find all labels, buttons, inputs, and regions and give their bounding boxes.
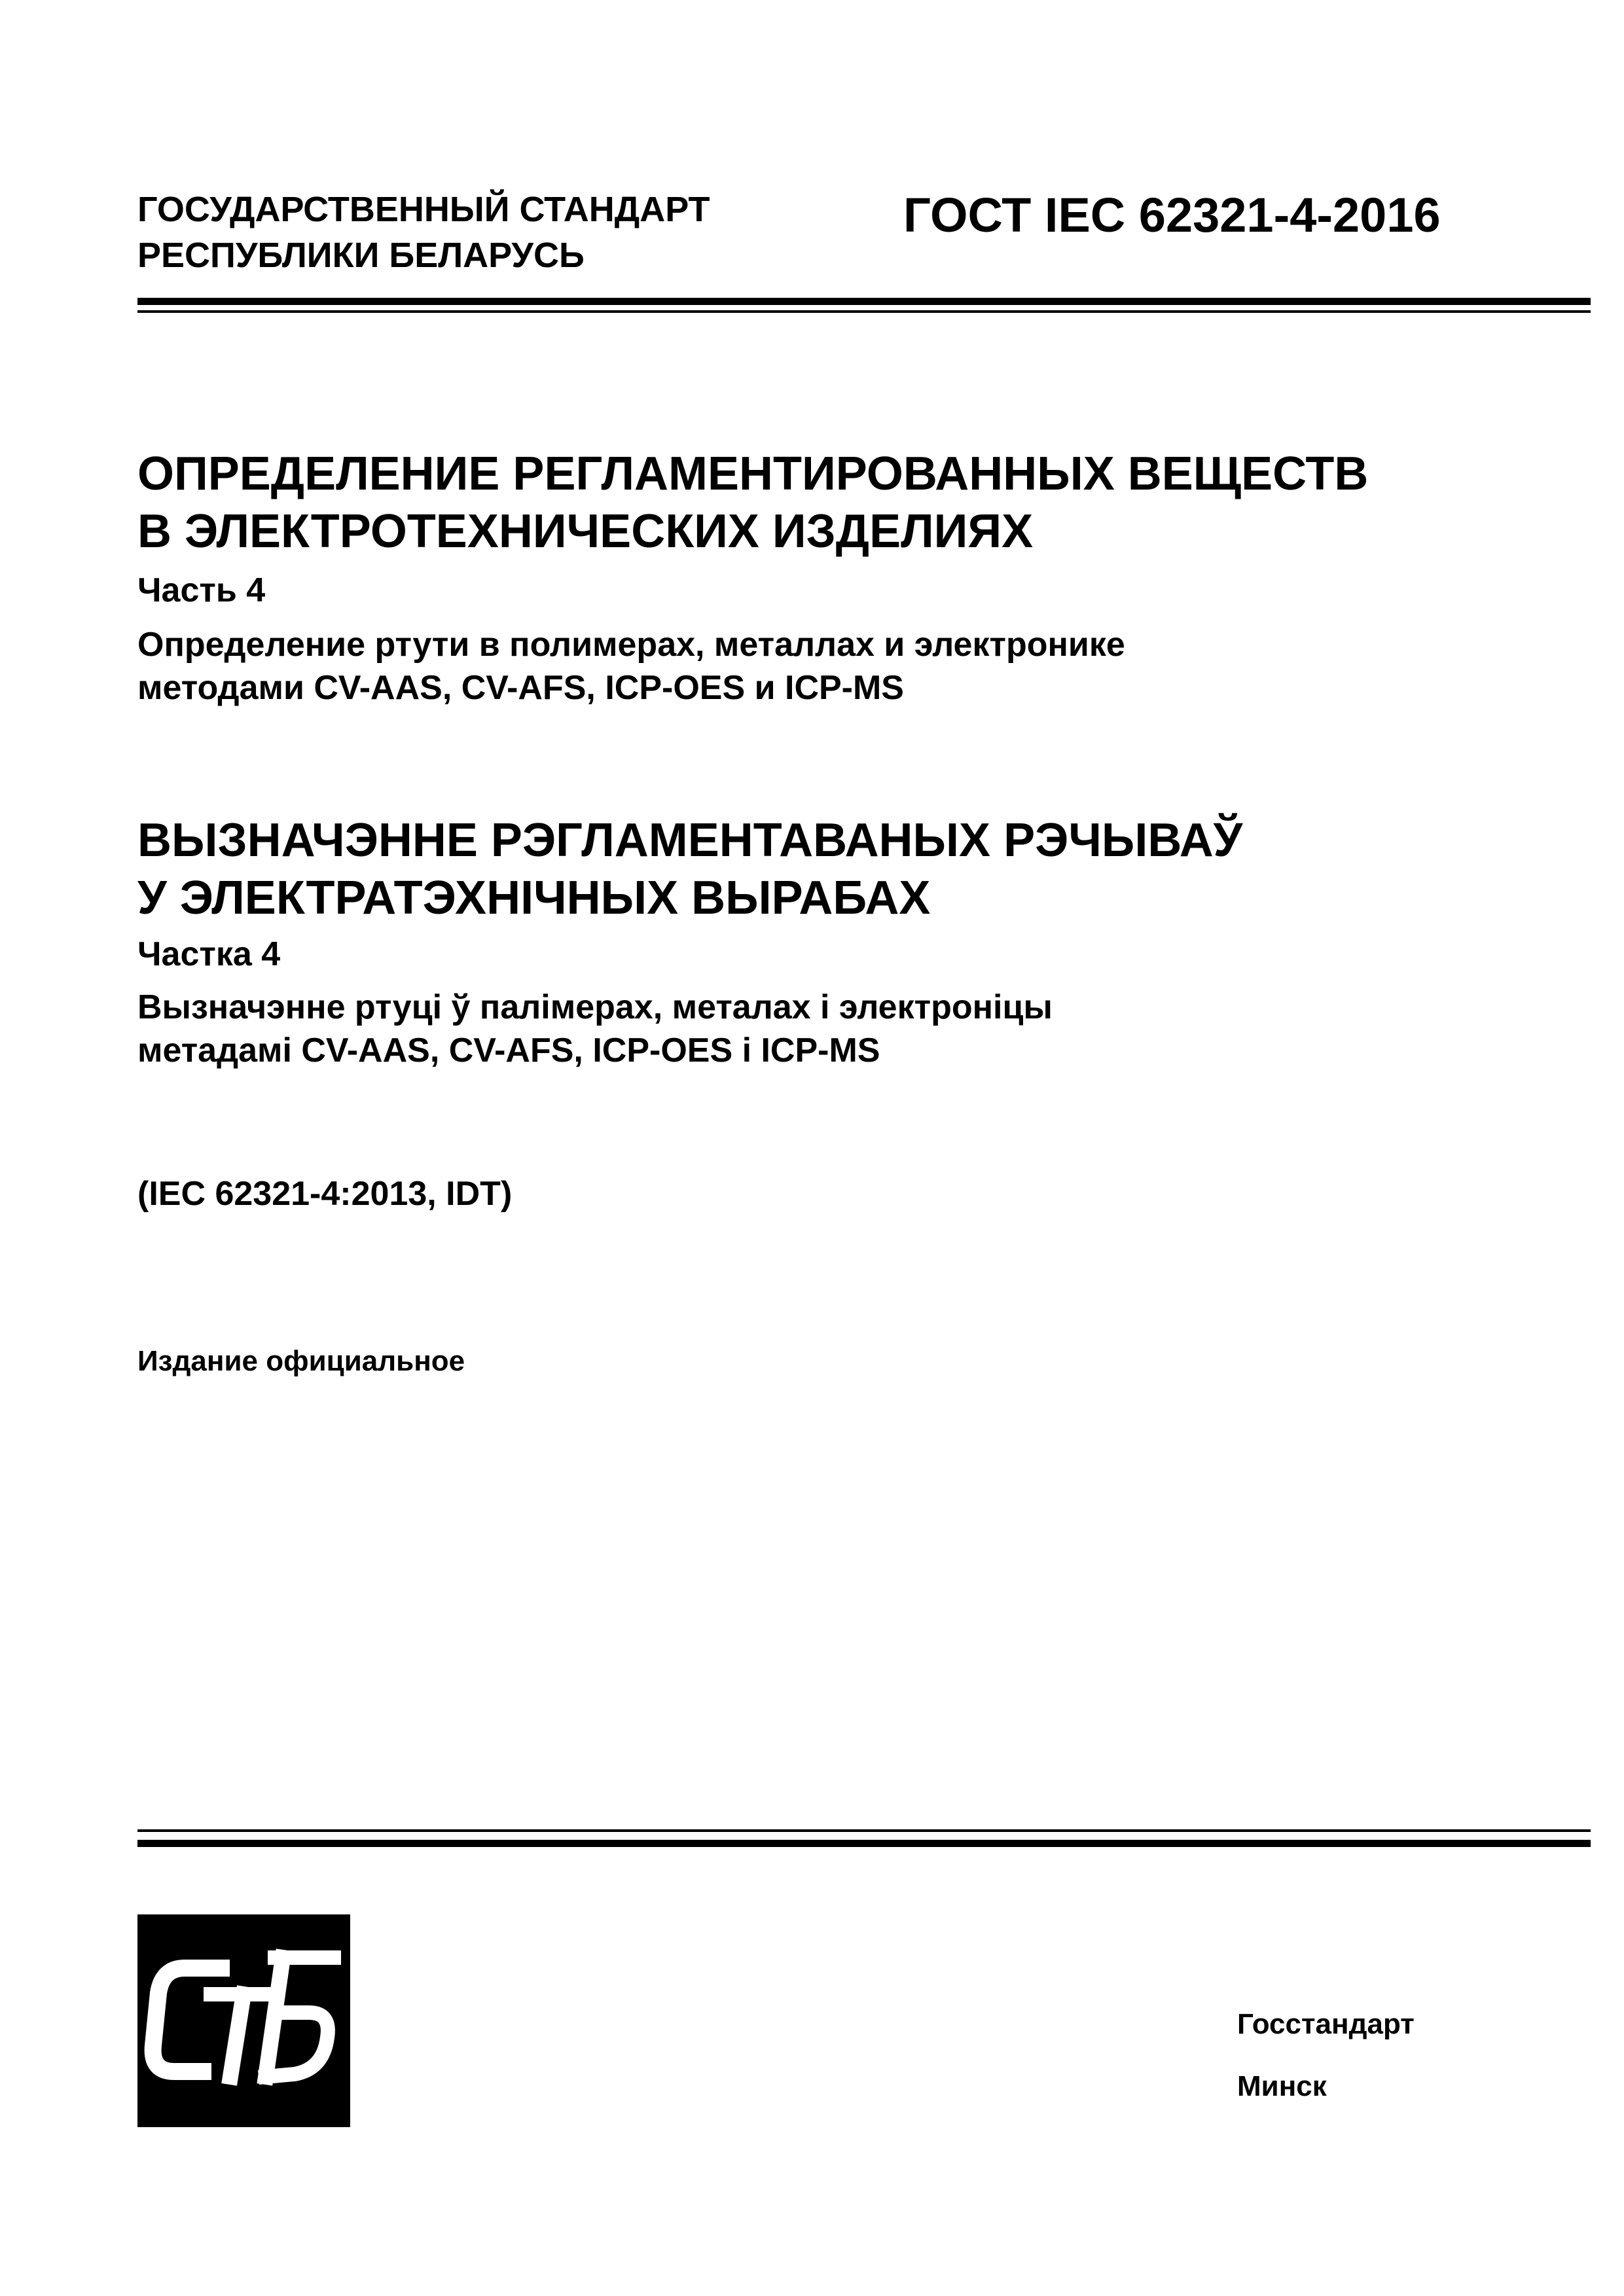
belarusian-part: Частка 4 bbox=[137, 935, 281, 973]
header-rule-thick bbox=[137, 298, 1591, 305]
stb-logo-icon bbox=[137, 1914, 350, 2127]
russian-subtitle bbox=[137, 623, 1125, 709]
publisher-city: Минск bbox=[1237, 2070, 1327, 2102]
header-rule-thin bbox=[137, 310, 1591, 313]
russian-part: Часть 4 bbox=[137, 571, 266, 609]
standard-designation: ГОСТ IEC 62321-4-2016 bbox=[903, 188, 1441, 242]
belarusian-subtitle-line-2: метадамі CV-AAS, CV-AFS, ICP-OES і ICP-MS bbox=[137, 1031, 880, 1069]
publisher-name: Госстандарт bbox=[1237, 2008, 1415, 2040]
standard-authority bbox=[137, 187, 710, 278]
authority-line-2: РЕСПУБЛИКИ БЕЛАРУСЬ bbox=[137, 236, 585, 275]
footer-rule-thin bbox=[137, 1829, 1591, 1832]
russian-title bbox=[137, 445, 1368, 560]
russian-title-line-2: В ЭЛЕКТРОТЕХНИЧЕСКИХ ИЗДЕЛИЯХ bbox=[137, 505, 1034, 558]
belarusian-title-line-2: У ЭЛЕКТРАТЭХНІЧНЫХ ВЫРАБАХ bbox=[137, 872, 931, 924]
russian-title-line-1: ОПРЕДЕЛЕНИЕ РЕГЛАМЕНТИРОВАННЫХ ВЕЩЕСТВ bbox=[137, 448, 1369, 500]
footer-rule-thick bbox=[137, 1840, 1591, 1847]
belarusian-subtitle-line-1: Вызначэнне ртуці ў палімерах, металах і электроніцы bbox=[137, 988, 1053, 1026]
belarusian-title bbox=[137, 812, 1243, 927]
international-reference: (IEC 62321-4:2013, IDT) bbox=[137, 1175, 513, 1213]
belarusian-title-line-1: ВЫЗНАЧЭННЕ РЭГЛАМЕНТАВАНЫХ РЭЧЫВАЎ bbox=[137, 814, 1243, 867]
russian-subtitle-line-1: Определение ртути в полимерах, металлах и электронике bbox=[137, 626, 1125, 664]
authority-line-1: ГОСУДАРСТВЕННЫЙ СТАНДАРТ bbox=[137, 190, 710, 229]
belarusian-subtitle bbox=[137, 986, 1053, 1072]
edition-label: Издание официальное bbox=[137, 1345, 465, 1377]
russian-subtitle-line-2: методами CV-AAS, CV-AFS, ICP-OES и ICP-MS bbox=[137, 669, 904, 707]
